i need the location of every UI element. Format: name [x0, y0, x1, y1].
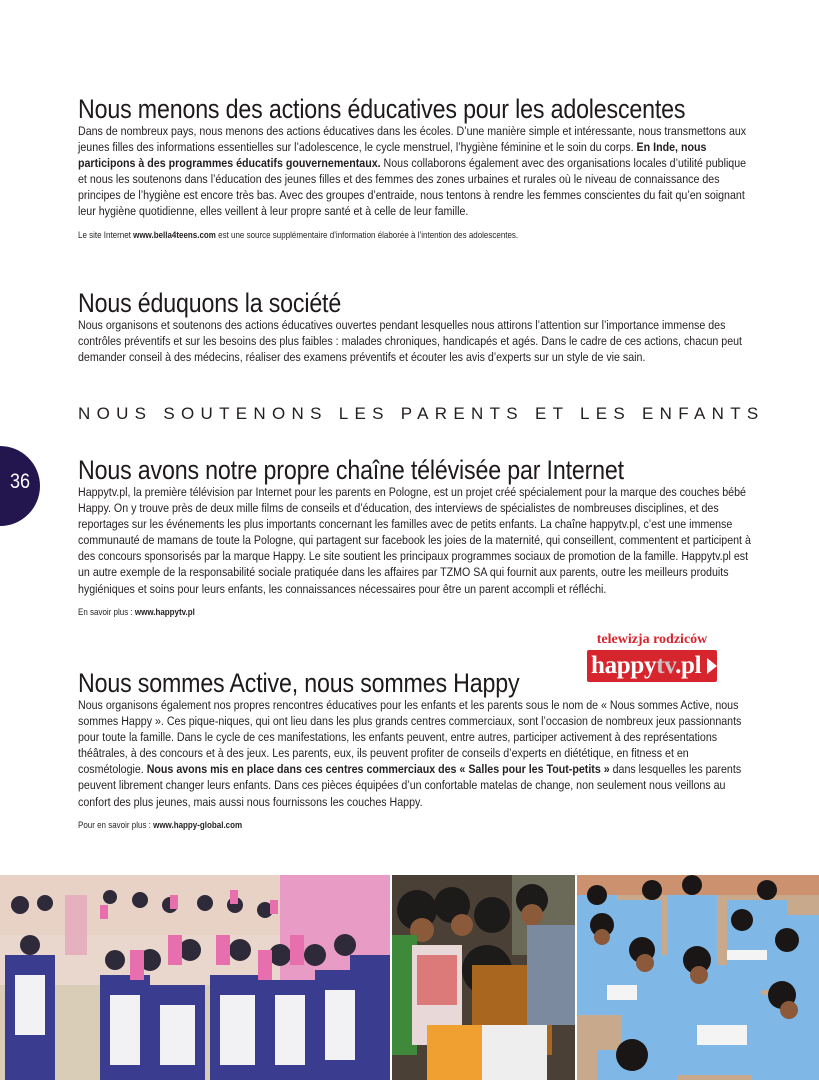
section-active-happy: [78, 668, 758, 831]
source-note: En savoir plus : www.happytv.pl: [78, 606, 195, 617]
logo-tagline: telewizja rodziców: [596, 632, 708, 647]
page-number: 36: [10, 470, 31, 493]
source-note: Pour en savoir plus : www.happy-global.com: [78, 819, 243, 830]
section-paragraph: Dans de nombreux pays, nous menons des actions éducatives dans les écoles. D’une manière simple et intéressante, nous transmettons aux jeunes filles des informations essentielles sur l’adolescence, le cycle menstruel, l’hygiène féminine et le soin du corps. En Inde, nous participons à des programmes éducatifs gouvernementaux. Nous collaborons également avec des organisations locales d’utilité publique et nous les soutenons dans l’éducation des jeunes filles et des femmes des zones urbaines et rurales où le niveau de connaissance des principes de l’hygiène est encore très bas. Avec des groupes d’entraide, nous tentons à rendre les femmes conscientes du fait qu’en soignant leur hygiène quotidienne, elles veillent à leur propre santé et à celle de leur famille.: [78, 124, 747, 219]
happy-global-link[interactable]: www.happy-global.com: [153, 819, 243, 830]
section-educational-actions: [78, 94, 758, 241]
section-title: Nous éduquons la société: [78, 288, 342, 318]
logo-wordmark: happytv.pl: [591, 652, 702, 679]
section-internet-tv: [78, 455, 758, 618]
section-title: Nous avons notre propre chaîne télévisée par Internet: [78, 455, 624, 485]
photo-women-hygiene-product: [392, 875, 575, 1080]
highlight-text: En Inde, nous participons à des programmes éducatifs gouvernementaux.: [78, 140, 707, 171]
section-title: Nous menons des actions éducatives pour les adolescentes: [78, 94, 686, 124]
photo-schoolgirls-writing-outdoors: [577, 875, 819, 1080]
happytv-link[interactable]: www.happytv.pl: [134, 606, 195, 617]
section-title: Nous sommes Active, nous sommes Happy: [78, 668, 520, 698]
section-paragraph: Nous organisons et soutenons des actions éducatives ouvertes pendant lesquelles nous attirons l’attention sur l’importance immense des contrôles préventifs et sur les besoins des plus faibles : malades chroniques, handicapés et agés. Dans le cadre de ces actions, chacun peut demander conseil à des médecins, réaliser des examens préventifs et écouter les avis d’experts sur un style de vie sain.: [78, 318, 743, 365]
source-note: Le site Internet www.bella4teens.com est une source supplémentaire d’information élaborée à l’intention des adolescentes.: [78, 229, 519, 240]
highlight-text: Nous avons mis en place dans ces centres commerciaux des « Salles pour les Tout-petits »: [146, 762, 610, 777]
section-kicker: NOUS SOUTENONS LES PARENTS ET LES ENFANTS: [78, 404, 765, 423]
bella4teens-link[interactable]: www.bella4teens.com: [133, 229, 216, 240]
photo-schoolgirls-pink-booklets: [0, 875, 390, 1080]
section-paragraph: Nous organisons également nos propres rencontres éducatives pour les enfants et les parents sous le nom de « Nous sommes Active, nous sommes Happy ». Ces pique-niques, qui ont lieu dans les plus grands centres commerciaux, sont l’occasion de nombreux jeux passionnants pour toute la famille. Dans le cycle de ces manifestations, les enfants peuvent, entre autres, participer activement à des représentations théâtrales, à des concours et à des jeux. Les parents, eux, ils peuvent profiter de conseils d’experts en diététique, en fitness et en cosmétologie. Nous avons mis en place dans ces centres commerciaux des « Salles pour les Tout-petits » dans lesquelles les parents peuvent librement changer leurs enfants. Dans ces pièces équipées d’un confortable matelas de change, non seulement nous veillons au confort des plus jeunes, mais aussi nous fournissons les couches Happy.: [78, 698, 742, 809]
section-society-education: [78, 288, 758, 365]
section-paragraph: Happytv.pl, la première télévision par Internet pour les parents en Pologne, est un projet créé spécialement pour la marque des couches bébé Happy. On y trouve près de deux mille films de conseils et d’éducation, des interviews de spécialistes de nombreuses disciplines, et des reportages sur les événements les plus importants concernant les familles avec de petits enfants. La chaîne happytv.pl, c’est une immense communauté de mamans de toute la Pologne, qui partagent sur facebook les joies de la maternité, qui conseillent, commentent et participent à des concours sponsorisés par la marque Happy. Le site soutient les principaux programmes sociaux de promotion de la famille. Happytv.pl est un autre exemple de la responsabilité sociale pratiquée dans les affaires par TZMO SA qui fournit aux parents, outre les meilleurs produits hygiéniques et soins pour leurs enfants, les connaissances nécessaires pour être un parent accompli et réfléchi.: [78, 485, 751, 596]
